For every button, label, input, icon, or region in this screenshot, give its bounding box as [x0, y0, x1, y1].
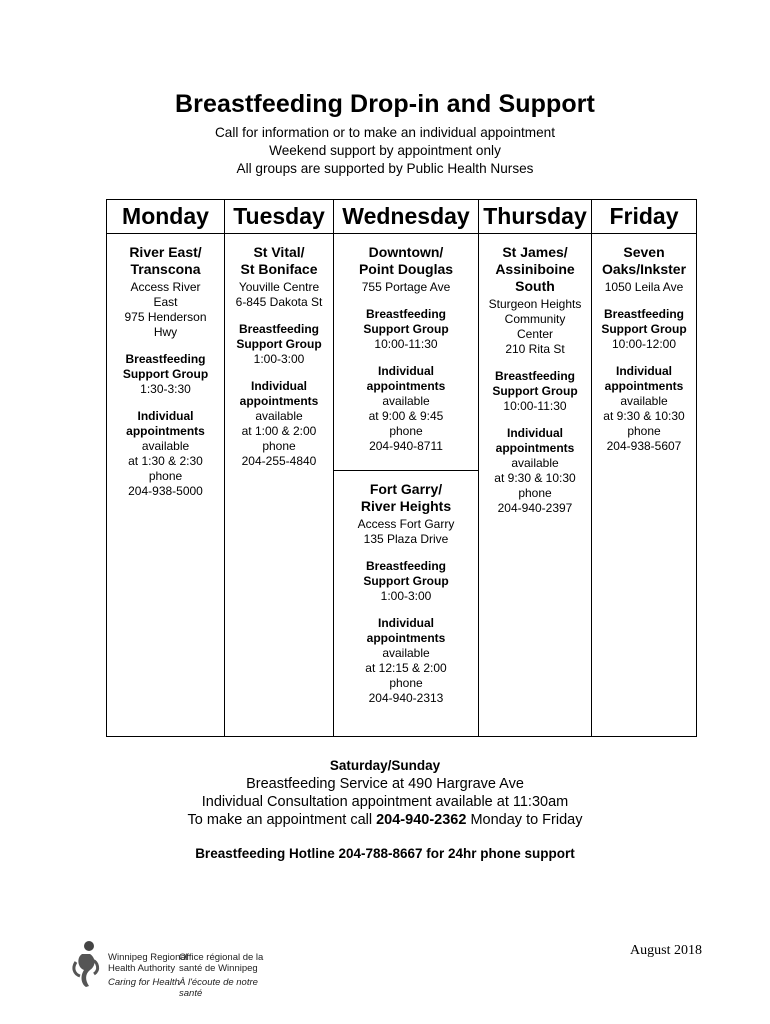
schedule-table — [106, 199, 697, 737]
availability: available — [255, 409, 303, 423]
availability: available — [382, 394, 430, 408]
address-line: Hwy — [153, 325, 178, 339]
appointment-phone: 204-940-2362 — [376, 812, 467, 828]
address-line: 6-845 Dakota St — [235, 295, 323, 309]
address-line: 1050 Leila Ave — [604, 280, 684, 294]
location-line: Assiniboine — [495, 261, 575, 277]
group-label: Support Group — [363, 574, 449, 588]
individual-label: Individual — [137, 409, 194, 423]
location-line: St Boniface — [240, 261, 318, 277]
location-name — [334, 481, 478, 515]
individual-label: Individual — [250, 379, 307, 393]
individual-label: appointments — [366, 379, 446, 393]
location-name — [225, 244, 333, 278]
location-line: Downtown/ — [368, 244, 444, 260]
appointment-times: at 9:30 & 10:30 — [494, 471, 576, 485]
phone-number: 204-940-2397 — [497, 501, 573, 515]
address-line: 135 Plaza Drive — [363, 532, 449, 546]
address-line: Access River — [130, 280, 201, 294]
phone-number: 204-255-4840 — [241, 454, 317, 468]
group-label: Support Group — [363, 322, 449, 336]
group-label: Support Group — [492, 384, 578, 398]
location-line: River Heights — [360, 498, 452, 514]
group-time: 10:00-12:00 — [611, 337, 677, 351]
monday-cell — [107, 234, 225, 737]
hotline-text: Breastfeeding Hotline 204-788-8667 for 24hr phone support — [195, 846, 575, 861]
address-line: Community — [504, 312, 566, 326]
group-label: Breastfeeding — [494, 369, 576, 383]
availability: available — [382, 646, 430, 660]
availability: available — [511, 456, 559, 470]
address-line: East — [153, 295, 178, 309]
wrha-figure-icon — [72, 940, 102, 988]
wednesday-fortgarry-section — [334, 471, 478, 706]
wednesday-cell — [334, 234, 479, 737]
page-title: Breastfeeding Drop-in and Support — [175, 90, 595, 118]
day-header-monday: Monday — [107, 200, 225, 234]
weekend-section — [0, 757, 770, 829]
document-date: August 2018 — [630, 943, 702, 958]
location-line: St James/ — [502, 244, 568, 260]
friday-cell — [592, 234, 697, 737]
individual-label: Individual — [615, 364, 672, 378]
weekend-appointment-line — [0, 811, 770, 829]
logo-fr-name — [179, 952, 263, 974]
group-time: 1:00-3:00 — [380, 589, 432, 603]
logo-fr-line: Office régional de la — [179, 952, 264, 963]
phone-label: phone — [148, 469, 183, 483]
appointment-times: at 12:15 & 2:00 — [365, 661, 447, 675]
appointment-times: at 9:30 & 10:30 — [603, 409, 685, 423]
location-name — [107, 244, 224, 278]
day-header-row — [107, 200, 697, 234]
group-time: 10:00-11:30 — [503, 399, 567, 413]
logo-en-tagline: Caring for Health — [108, 977, 180, 988]
day-header-friday: Friday — [592, 200, 697, 234]
group-time: 1:00-3:00 — [253, 352, 305, 366]
group-label: Support Group — [236, 337, 322, 351]
individual-label: Individual — [377, 364, 434, 378]
day-header-tuesday: Tuesday — [225, 200, 334, 234]
location-line: St Vital/ — [253, 244, 305, 260]
group-label: Breastfeeding — [603, 307, 685, 321]
weekend-consult-line: Individual Consultation appointment available at 11:30am — [201, 794, 569, 810]
group-label: Support Group — [601, 322, 687, 336]
weekend-title: Saturday/Sunday — [329, 758, 441, 773]
address-line: Access Fort Garry — [357, 517, 455, 531]
availability: available — [141, 439, 190, 453]
availability: available — [620, 394, 668, 408]
address-line: Youville Centre — [238, 280, 320, 294]
group-time: 1:30-3:30 — [140, 382, 191, 396]
individual-label: appointments — [366, 631, 446, 645]
individual-label: Individual — [377, 616, 434, 630]
logo-en-name — [108, 952, 188, 974]
address-line: Center — [516, 327, 554, 341]
group-label: Breastfeeding — [365, 307, 447, 321]
location-name — [479, 244, 591, 295]
address-line: Sturgeon Heights — [488, 297, 582, 311]
appointment-prefix: To make an appointment call — [187, 812, 377, 828]
logo-fr-line: santé de Winnipeg — [179, 963, 258, 974]
tuesday-cell — [225, 234, 334, 737]
group-label: Support Group — [122, 367, 209, 381]
group-label: Breastfeeding — [238, 322, 320, 336]
appointment-times: at 1:00 & 2:00 — [241, 424, 317, 438]
day-header-thursday: Thursday — [479, 200, 592, 234]
individual-label: appointments — [604, 379, 684, 393]
group-label: Breastfeeding — [365, 559, 447, 573]
group-label: Breastfeeding — [125, 352, 206, 366]
appointment-times: at 9:00 & 9:45 — [368, 409, 444, 423]
location-line: South — [515, 278, 555, 294]
appointment-times: at 1:30 & 2:30 — [128, 454, 203, 468]
individual-label: appointments — [239, 394, 319, 408]
logo-fr-tagline: À l'écoute de notre santé — [179, 977, 258, 999]
weekend-service-line: Breastfeeding Service at 490 Hargrave Ave — [246, 776, 524, 792]
phone-number: 204-940-2313 — [368, 691, 444, 705]
location-line: Oaks/Inkster — [601, 261, 687, 277]
day-header-wednesday: Wednesday — [334, 200, 479, 234]
location-line: Transcona — [130, 261, 201, 277]
phone-label: phone — [518, 486, 552, 500]
location-line: Seven — [623, 244, 665, 260]
subtitle — [0, 124, 770, 178]
individual-label: appointments — [495, 441, 575, 455]
phone-number: 204-940-8711 — [369, 439, 443, 453]
phone-number: 204-938-5607 — [606, 439, 682, 453]
phone-label: phone — [389, 676, 423, 690]
appointment-suffix: Monday to Friday — [466, 812, 583, 828]
address-line: 755 Portage Ave — [361, 280, 451, 294]
subtitle-line: All groups are supported by Public Health Nurses — [236, 161, 534, 176]
wrha-logo — [72, 940, 282, 999]
individual-label: Individual — [506, 426, 563, 440]
address-line: 975 Henderson — [124, 310, 207, 324]
logo-en-line: Winnipeg Regional — [108, 952, 188, 963]
phone-label: phone — [389, 424, 423, 438]
individual-label: appointments — [126, 424, 205, 438]
location-line: Point Douglas — [358, 261, 454, 277]
phone-label: phone — [262, 439, 296, 453]
subtitle-line: Weekend support by appointment only — [269, 143, 501, 158]
wednesday-downtown-section — [333, 234, 479, 471]
subtitle-line: Call for information or to make an individual appointment — [214, 125, 556, 140]
phone-number: 204-938-5000 — [128, 484, 203, 498]
phone-label: phone — [627, 424, 661, 438]
schedule-row — [107, 234, 697, 737]
logo-en-line: Health Authority — [108, 963, 176, 974]
thursday-cell — [479, 234, 592, 737]
location-name — [592, 244, 696, 278]
group-time: 10:00-11:30 — [374, 337, 438, 351]
location-name — [333, 244, 479, 278]
location-line: River East/ — [129, 244, 202, 260]
address-line: 210 Rita St — [505, 342, 565, 356]
location-line: Fort Garry/ — [369, 481, 443, 497]
